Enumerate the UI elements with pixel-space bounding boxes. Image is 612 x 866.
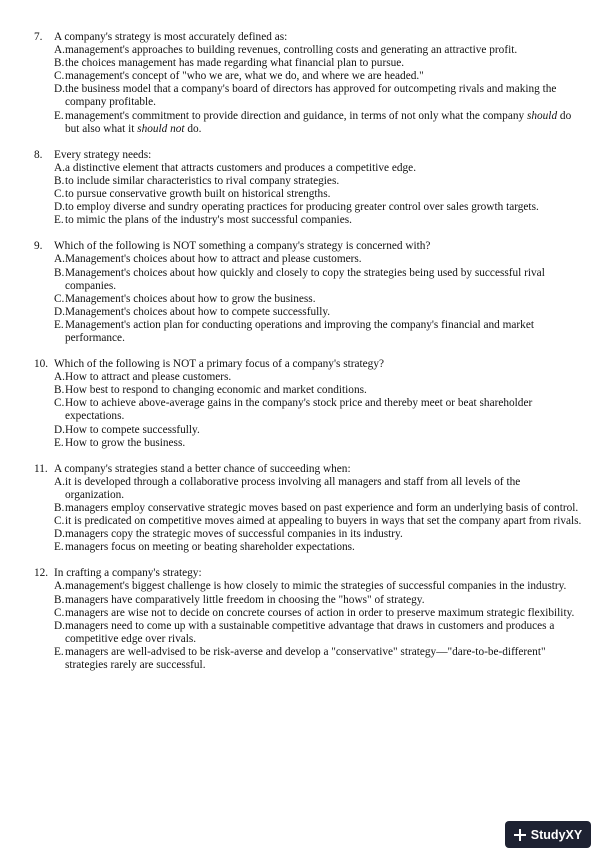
option-letter: C. — [54, 515, 65, 528]
option-text: How to compete successfully. — [65, 423, 200, 436]
option-text: Management's choices about how to compete successfully. — [65, 305, 331, 318]
option-letter: C. — [54, 397, 65, 410]
option-letter: B. — [54, 502, 65, 514]
option-b — [54, 57, 582, 70]
option-text — [65, 110, 582, 136]
option-d — [54, 528, 582, 541]
option-italic-should: should — [526, 109, 558, 122]
question-text: Every strategy needs: — [54, 148, 152, 161]
option-letter: C. — [54, 188, 65, 201]
option-text: managers are well-advised to be risk-averse and develop a "conservative" strategy—"dare-to-be-different" strategies rarely are successful. — [65, 645, 546, 672]
option-a — [54, 253, 582, 266]
option-letter: A. — [54, 580, 65, 593]
option-e — [54, 541, 582, 554]
question-stem — [34, 240, 582, 253]
question-number: 10. — [34, 358, 49, 371]
option-b — [54, 594, 582, 607]
option-c — [54, 293, 582, 306]
question-stem — [34, 358, 582, 371]
question-stem — [34, 567, 582, 580]
question-7 — [34, 31, 582, 136]
option-text: How to achieve above-average gains in the company's stock price and thereby meet or beat shareholder expectations. — [65, 397, 533, 423]
option-letter: A. — [54, 161, 65, 174]
option-text: it is predicated on competitive moves aimed at appealing to buyers in ways that set the company apart from rivals. — [65, 515, 582, 528]
options-list — [54, 162, 582, 227]
option-letter: D. — [54, 201, 65, 214]
options-list — [54, 476, 582, 555]
option-c — [54, 70, 582, 83]
question-number: 9. — [34, 240, 43, 253]
question-number: 7. — [34, 31, 43, 43]
option-text: Management's action plan for conducting operations and improving the company's financial and market performance. — [65, 318, 534, 344]
option-text-part: management's commitment to provide direction and guidance, in terms of not only what the company — [65, 109, 527, 122]
option-c — [54, 515, 582, 528]
question-9 — [34, 240, 582, 345]
option-c — [54, 397, 582, 423]
options-list — [54, 253, 582, 345]
option-text: How to grow the business. — [65, 436, 186, 449]
option-b — [54, 175, 582, 188]
option-letter: B. — [54, 266, 65, 279]
option-d — [54, 201, 582, 214]
option-letter: E. — [54, 436, 64, 449]
question-stem — [34, 31, 582, 44]
option-text: to pursue conservative growth built on historical strengths. — [65, 188, 331, 201]
option-letter: C. — [54, 70, 65, 83]
option-d — [54, 306, 582, 319]
question-number: 11. — [34, 462, 48, 475]
question-text: A company's strategies stand a better chance of succeeding when: — [54, 462, 351, 475]
option-b — [54, 502, 582, 515]
option-text: managers focus on meeting or beating shareholder expectations. — [65, 541, 355, 554]
option-letter: B. — [54, 384, 65, 397]
option-text: to employ diverse and sundry operating practices for producing greater control over sales growth targets. — [65, 201, 539, 214]
question-text: In crafting a company's strategy: — [54, 567, 202, 580]
option-b — [54, 384, 582, 397]
question-stem — [34, 149, 582, 162]
option-letter: D. — [54, 423, 65, 436]
option-text: managers need to come up with a sustainable competitive advantage that draws in customers and produces a competitive edge over rivals. — [65, 619, 555, 645]
option-text: managers are wise not to decide on concrete courses of action in order to preserve maximum strategic flexibility. — [65, 606, 575, 619]
question-text: A company's strategy is most accurately defined as: — [54, 31, 288, 43]
option-text: managers employ conservative strategic moves based on past experience and form an underlying basis of control. — [65, 502, 579, 514]
option-letter: E. — [54, 109, 64, 122]
option-a — [54, 580, 582, 593]
option-d — [54, 620, 582, 646]
option-letter: B. — [54, 174, 65, 187]
question-number: 12. — [34, 567, 49, 580]
option-letter: E. — [54, 214, 64, 227]
option-text: Management's choices about how to grow the business. — [65, 292, 316, 305]
option-letter: C. — [54, 606, 65, 619]
watermark-brand: StudyXY — [530, 827, 583, 842]
option-e — [54, 437, 582, 450]
plus-icon — [514, 829, 526, 841]
option-a — [54, 371, 582, 384]
document-body — [34, 31, 582, 685]
option-letter: D. — [54, 305, 65, 318]
option-text: the choices management has made regarding what financial plan to pursue. — [65, 57, 405, 70]
option-italic-should-not: should not — [137, 122, 185, 135]
question-stem — [34, 463, 582, 476]
option-letter: A. — [54, 44, 65, 57]
option-text: managers copy the strategic moves of successful companies in its industry. — [65, 528, 403, 541]
option-b — [54, 267, 582, 293]
option-text: the business model that a company's board of directors has approved for outcompeting rivals and making the company profitable. — [65, 83, 557, 109]
option-d — [54, 424, 582, 437]
option-letter: E. — [54, 541, 64, 554]
option-letter: A. — [54, 253, 65, 266]
option-c — [54, 607, 582, 620]
options-list — [54, 580, 582, 672]
option-text: management's approaches to building revenues, controlling costs and generating an attractive profit. — [65, 44, 518, 57]
option-text: How to attract and please customers. — [65, 371, 232, 384]
option-text-part: do but also what it — [65, 109, 572, 135]
option-text: managers have comparatively little freedom in choosing the "hows" of strategy. — [65, 593, 425, 606]
option-e — [54, 646, 582, 672]
question-number: 8. — [34, 148, 43, 161]
option-text: Management's choices about how to attract and please customers. — [65, 253, 362, 266]
option-letter: B. — [54, 593, 65, 606]
option-letter: D. — [54, 83, 65, 96]
question-10 — [34, 358, 582, 450]
question-12 — [34, 567, 582, 672]
options-list — [54, 44, 582, 136]
option-letter: B. — [54, 57, 65, 70]
option-text: How best to respond to changing economic and market conditions. — [65, 384, 367, 397]
question-text: Which of the following is NOT something a company's strategy is concerned with? — [54, 240, 431, 253]
option-text-part: do. — [184, 122, 202, 135]
question-8 — [34, 149, 582, 228]
option-letter: A. — [54, 475, 65, 488]
question-11 — [34, 463, 582, 555]
option-letter: D. — [54, 619, 65, 632]
option-letter: D. — [54, 528, 65, 541]
option-text: it is developed through a collaborative process involving all managers and staff from all levels of the organization. — [65, 475, 521, 501]
option-text: to include similar characteristics to rival company strategies. — [65, 174, 340, 187]
option-text: Management's choices about how quickly and closely to copy the strategies being used by successful rival companies. — [65, 266, 545, 292]
option-text: a distinctive element that attracts customers and produces a competitive edge. — [65, 161, 417, 174]
option-letter: A. — [54, 371, 65, 384]
option-text: management's biggest challenge is how closely to mimic the strategies of successful companies in the industry. — [65, 580, 567, 593]
option-e — [54, 110, 582, 136]
option-text: management's concept of "who we are, what we do, and where we are headed." — [65, 70, 424, 83]
option-d — [54, 83, 582, 109]
option-letter: C. — [54, 292, 65, 305]
option-a — [54, 476, 582, 502]
option-e — [54, 214, 582, 227]
question-text: Which of the following is NOT a primary focus of a company's strategy? — [54, 358, 384, 371]
option-c — [54, 188, 582, 201]
option-a — [54, 162, 582, 175]
option-text: to mimic the plans of the industry's most successful companies. — [65, 214, 352, 227]
option-e — [54, 319, 582, 345]
option-a — [54, 44, 582, 57]
options-list — [54, 371, 582, 450]
option-letter: E. — [54, 318, 64, 331]
option-letter: E. — [54, 645, 64, 658]
studyxy-watermark[interactable] — [505, 821, 591, 848]
